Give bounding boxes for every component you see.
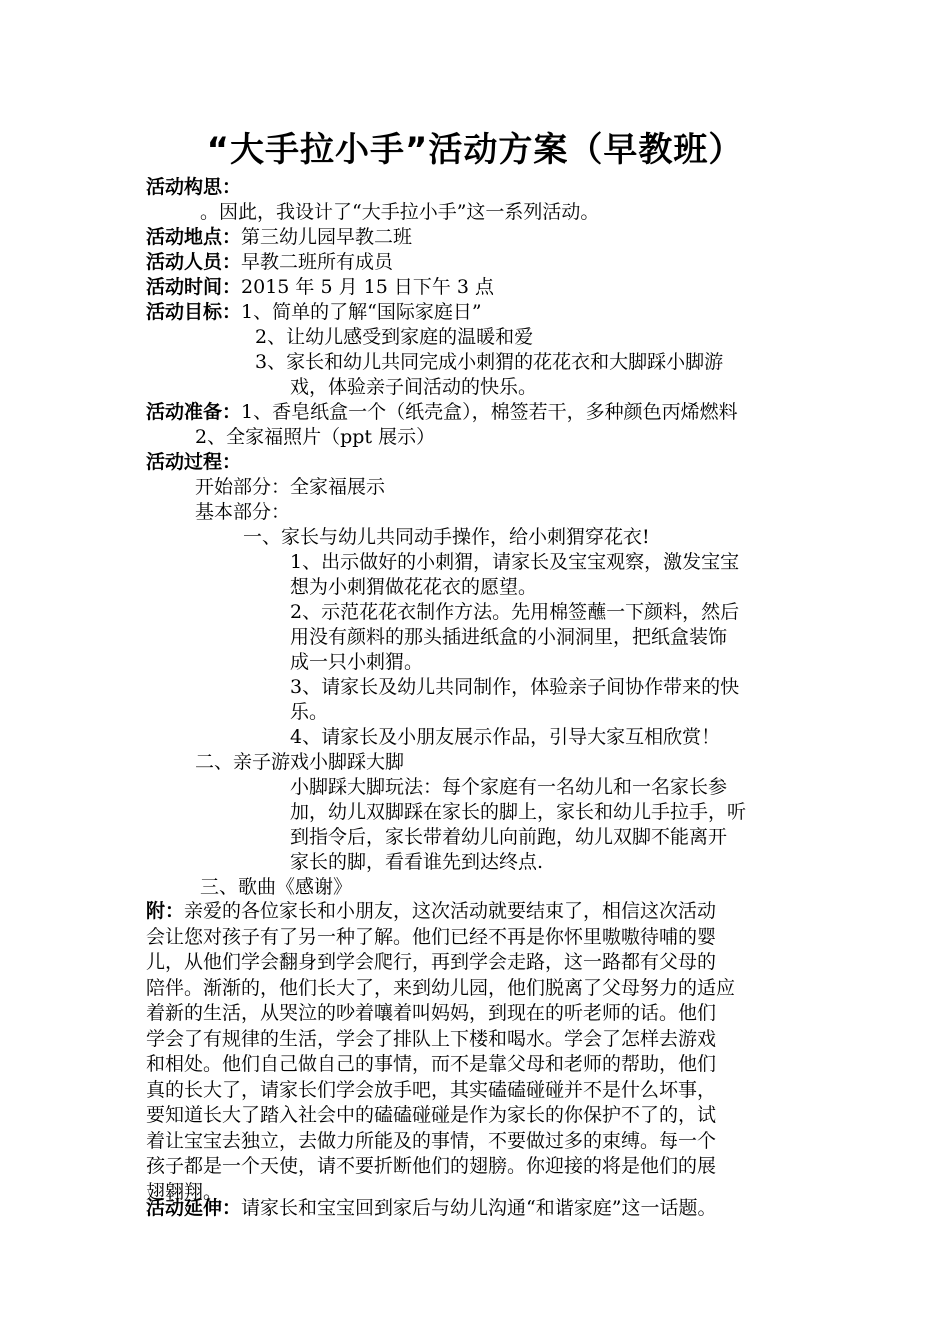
document-title: “大手拉小手”活动方案（早教班） bbox=[206, 130, 744, 170]
step-line: 1、出示做好的小刺猬，请家长及宝宝观察，激发宝宝 bbox=[290, 551, 740, 573]
section-heading: 一、家长与幼儿共同动手操作，给小刺猬穿花衣! bbox=[243, 526, 650, 548]
prep-label: 活动准备： bbox=[146, 401, 242, 423]
time-row bbox=[146, 275, 494, 300]
appendix-line: 附：亲爱的各位家长和小朋友，这次活动就要结束了，相信这次活动 bbox=[146, 900, 717, 922]
extension-label: 活动延伸： bbox=[146, 1197, 242, 1219]
appendix-line: 陪伴。渐渐的，他们长大了，来到幼儿园，他们脱离了父母努力的适应 bbox=[146, 976, 736, 999]
game-line: 家长的脚，看看谁先到达终点. bbox=[290, 851, 544, 873]
step-line: 3、请家长及幼儿共同制作，体验亲子间协作带来的快 bbox=[290, 676, 740, 698]
goal-item: 3、家长和幼儿共同完成小刺猬的花花衣和大脚踩小脚游 bbox=[255, 351, 724, 373]
appendix-line: 会让您对孩子有了另一种了解。他们已经不再是你怀里嗷嗷待哺的婴 bbox=[146, 925, 717, 948]
appendix-line: 儿，从他们学会翻身到学会爬行，再到学会走路，这一路都有父母的 bbox=[146, 951, 717, 973]
appendix-line: 和相处。他们自己做自己的事情，而不是靠父母和老师的帮助，他们 bbox=[146, 1053, 717, 1075]
prep-item: 2、全家福照片（ppt 展示） bbox=[195, 426, 436, 448]
people-row bbox=[146, 250, 393, 275]
step-line: 4、请家长及小朋友展示作品，引导大家互相欣赏！ bbox=[290, 726, 721, 748]
appendix-line: 真的长大了，请家长们学会放手吧，其实磕磕碰碰并不是什么坏事， bbox=[146, 1078, 717, 1101]
step-line: 2、示范花花衣制作方法。先用棉签蘸一下颜料，然后 bbox=[290, 601, 740, 623]
concept-text: 。因此，我设计了“大手拉小手”这一系列活动。 bbox=[200, 201, 600, 223]
prep-row bbox=[146, 400, 738, 425]
time-label: 活动时间： bbox=[146, 276, 242, 298]
goal-item: 2、让幼儿感受到家庭的温暖和爱 bbox=[255, 326, 534, 348]
location-label: 活动地点： bbox=[146, 226, 242, 248]
appendix-line: 要知道长大了踏入社会中的磕磕碰碰是作为家长的你保护不了的，试 bbox=[146, 1104, 717, 1126]
appendix-paragraph bbox=[146, 899, 735, 1205]
step-line: 想为小刺猬做花花衣的愿望。 bbox=[290, 576, 538, 598]
section-heading: 三、歌曲《感谢》 bbox=[200, 876, 353, 898]
goal-item: 戏，体验亲子间活动的快乐。 bbox=[290, 376, 538, 398]
step-line: 用没有颜料的那头插进纸盒的小洞洞里，把纸盒装饰 bbox=[290, 626, 728, 648]
extension-row bbox=[146, 1196, 716, 1221]
people-label: 活动人员： bbox=[146, 251, 242, 273]
appendix-line: 着新的生活，从哭泣的吵着嚷着叫妈妈，到现在的听老师的话。他们 bbox=[146, 1002, 717, 1024]
section-heading: 二、亲子游戏小脚踩大脚 bbox=[195, 751, 405, 773]
game-line: 小脚踩大脚玩法：每个家庭有一名幼儿和一名家长参 bbox=[290, 776, 728, 798]
process-basic: 基本部分： bbox=[195, 501, 291, 523]
appendix-line: 着让宝宝去独立，去做力所能及的事情，不要做过多的束缚。每一个 bbox=[146, 1129, 717, 1152]
appendix-label: 附： bbox=[146, 900, 185, 922]
game-line: 到指令后，家长带着幼儿向前跑，幼儿双脚不能离开 bbox=[290, 826, 728, 848]
concept-label: 活动构思： bbox=[146, 176, 242, 198]
game-line: 加，幼儿双脚踩在家长的脚上，家长和幼儿手拉手，听 bbox=[290, 801, 747, 823]
goals-row bbox=[146, 300, 482, 325]
process-start: 开始部分：全家福展示 bbox=[195, 476, 386, 498]
appendix-line: 孩子都是一个天使，请不要折断他们的翅膀。你迎接的将是他们的展 bbox=[146, 1155, 717, 1177]
goals-label: 活动目标： bbox=[146, 301, 242, 323]
process-row bbox=[146, 450, 241, 475]
step-line: 乐。 bbox=[290, 701, 329, 723]
extension-text: 请家长和宝宝回到家后与幼儿沟通“和谐家庭”这一话题。 bbox=[241, 1197, 717, 1219]
people-text: 早教二班所有成员 bbox=[241, 251, 394, 273]
location-text: 第三幼儿园早教二班 bbox=[241, 226, 413, 248]
prep-item: 1、香皂纸盒一个（纸壳盒），棉签若干，多种颜色丙烯燃料 bbox=[241, 401, 738, 423]
time-text: 2015 年 5 月 15 日下午 3 点 bbox=[241, 276, 494, 298]
goal-item: 1、简单的了解“国际家庭日” bbox=[241, 301, 482, 323]
appendix-line: 学会了有规律的生活，学会了排队上下楼和喝水。学会了怎样去游戏 bbox=[146, 1027, 717, 1050]
appendix-line: 翅翱翔。 bbox=[146, 1180, 223, 1203]
concept-row bbox=[146, 175, 241, 200]
step-line: 成一只小刺猬。 bbox=[290, 651, 424, 673]
location-row bbox=[146, 225, 412, 250]
process-label: 活动过程： bbox=[146, 451, 242, 473]
